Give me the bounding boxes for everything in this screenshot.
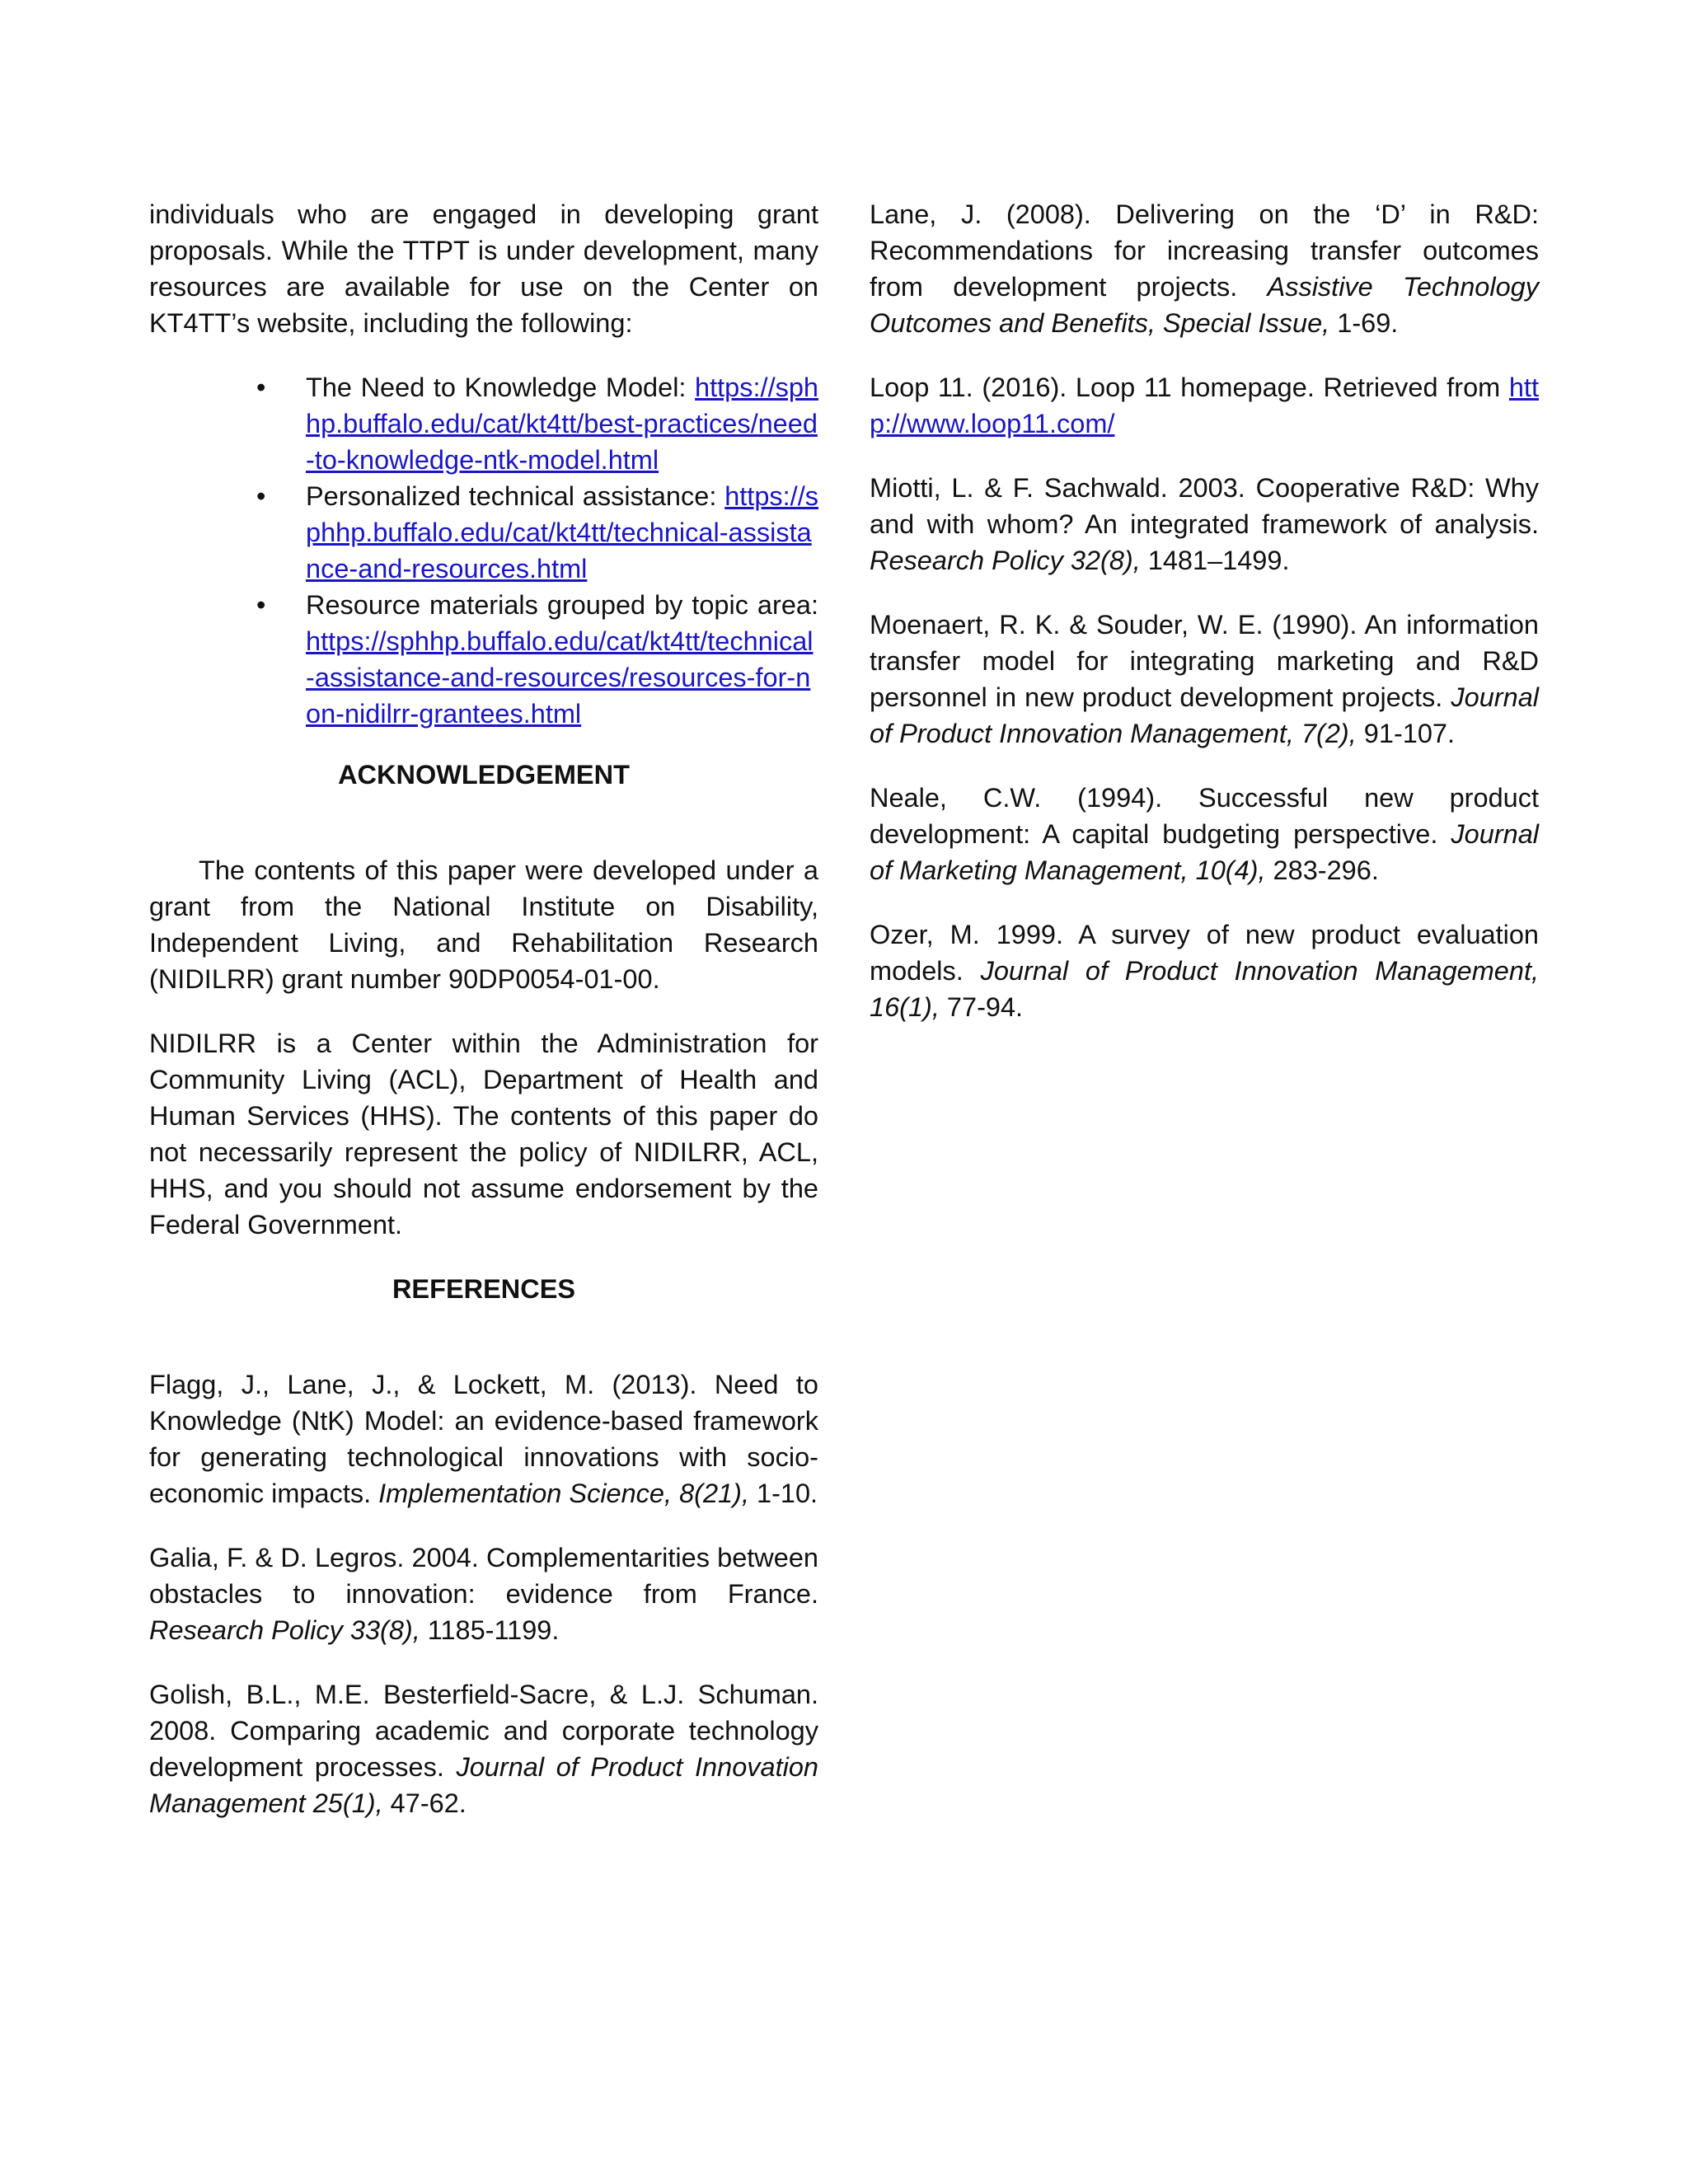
reference-item (149, 1366, 818, 1511)
list-item (256, 369, 818, 478)
left-column (149, 196, 818, 1849)
reference-text: Ozer, M. 1999. A survey of new product evaluation models. (870, 920, 1539, 986)
reference-item (149, 1540, 818, 1648)
technical-assistance-link[interactable]: https://sphhp.buffalo.edu/cat/kt4tt/technical-assistance-and-resources.html (306, 481, 818, 583)
reference-journal: Journal of Marketing Management, 10(4), (870, 819, 1539, 885)
reference-item (149, 1676, 818, 1821)
reference-text: Lane, J. (2008). Delivering on the ‘D’ in R&D: Recommendations for increasing transfer outcomes from development projects. (870, 199, 1539, 302)
bullet-icon: • (256, 373, 266, 402)
reference-pages: 1-10. (748, 1479, 818, 1508)
reference-journal: Journal of Product Innovation Management 25(1), (149, 1752, 818, 1818)
reference-item (870, 916, 1539, 1025)
reference-journal: Research Policy 32(8), (870, 546, 1141, 575)
intro-paragraph: individuals who are engaged in developing grant proposals. While the TTPT is under development, many resources are available for use on the Center on KT4TT’s website, including the following: (149, 199, 818, 338)
loop11-link[interactable]: http://www.loop11.com/ (870, 373, 1539, 438)
disclaimer-paragraph: NIDILRR is a Center within the Administration for Community Living (ACL), Department of Health and Human Services (HHS). The contents of this paper do not necessarily represent the policy of NIDILRR, ACL, HHS, and you should not assume endorsement by the Federal Government. (149, 1029, 818, 1240)
reference-item (870, 196, 1539, 341)
acknowledgement-paragraph: The contents of this paper were developed under a grant from the National Institute on Disability, Independent Living, and Rehabilitation Research (NIDILRR) grant number 90DP0054-01-00. (149, 855, 818, 994)
resource-materials-link[interactable]: https://sphhp.buffalo.edu/cat/kt4tt/technical-assistance-and-resources/resources-for-non-nidilrr-grantees.html (306, 626, 814, 729)
acknowledgement-heading: ACKNOWLEDGEMENT (338, 760, 630, 790)
bullet-icon: • (256, 481, 266, 511)
list-item (256, 478, 818, 587)
list-item (256, 587, 818, 732)
reference-item (870, 607, 1539, 752)
reference-text: Miotti, L. & F. Sachwald. 2003. Cooperative R&D: Why and with whom? An integrated framework of analysis. (870, 473, 1539, 539)
references-heading: REFERENCES (392, 1274, 576, 1304)
reference-item (870, 780, 1539, 888)
reference-pages: 1185-1199. (420, 1615, 560, 1645)
right-column (870, 196, 1539, 1053)
reference-pages: 91-107. (1356, 719, 1456, 748)
reference-item (870, 369, 1539, 442)
resource-list (149, 369, 818, 732)
reference-journal: Journal of Product Innovation Management, 16(1), (870, 956, 1540, 1022)
reference-text: Neale, C.W. (1994). Successful new product development: A capital budgeting perspective. (870, 783, 1539, 849)
reference-text: Moenaert, R. K. & Souder, W. E. (1990). An information transfer model for integrating marketing and R&D personnel in new product development projects. (870, 610, 1539, 712)
list-item-label: Personalized technical assistance: (306, 481, 717, 511)
reference-item (870, 470, 1539, 579)
reference-pages: 1-69. (1329, 308, 1399, 338)
reference-journal: Journal of Product Innovation Management, 7(2), (870, 682, 1539, 748)
reference-pages: 1481–1499. (1140, 546, 1290, 575)
reference-journal: Assistive Technology Outcomes and Benefits, Special Issue, (870, 272, 1539, 338)
reference-text: Golish, B.L., M.E. Besterfield-Sacre, & L.J. Schuman. 2008. Comparing academic and corporate technology development processes. (149, 1680, 818, 1782)
reference-list-right (870, 196, 1539, 1025)
reference-pages: 283-296. (1265, 855, 1379, 885)
reference-text: Loop 11. (2016). Loop 11 homepage. Retrieved from (870, 373, 1509, 402)
ntk-model-link[interactable]: https://sphhp.buffalo.edu/cat/kt4tt/best-practices/need-to-knowledge-ntk-model.html (306, 373, 818, 475)
reference-text: Galia, F. & D. Legros. 2004. Complementarities between obstacles to innovation: evidence from France. (149, 1543, 818, 1609)
reference-journal: Research Policy 33(8), (149, 1615, 420, 1645)
reference-list-left (149, 1366, 818, 1821)
reference-pages: 47-62. (382, 1788, 467, 1818)
list-item-label: The Need to Knowledge Model: (306, 373, 687, 402)
list-item-label: Resource materials grouped by topic area: (306, 590, 818, 620)
reference-text: Flagg, J., Lane, J., & Lockett, M. (2013). Need to Knowledge (NtK) Model: an evidence-based framework for generating technological innovations with socio-economic impacts. (149, 1370, 818, 1508)
reference-pages: 77-94. (939, 992, 1024, 1022)
bullet-icon: • (256, 590, 266, 620)
reference-journal: Implementation Science, 8(21), (378, 1479, 749, 1508)
